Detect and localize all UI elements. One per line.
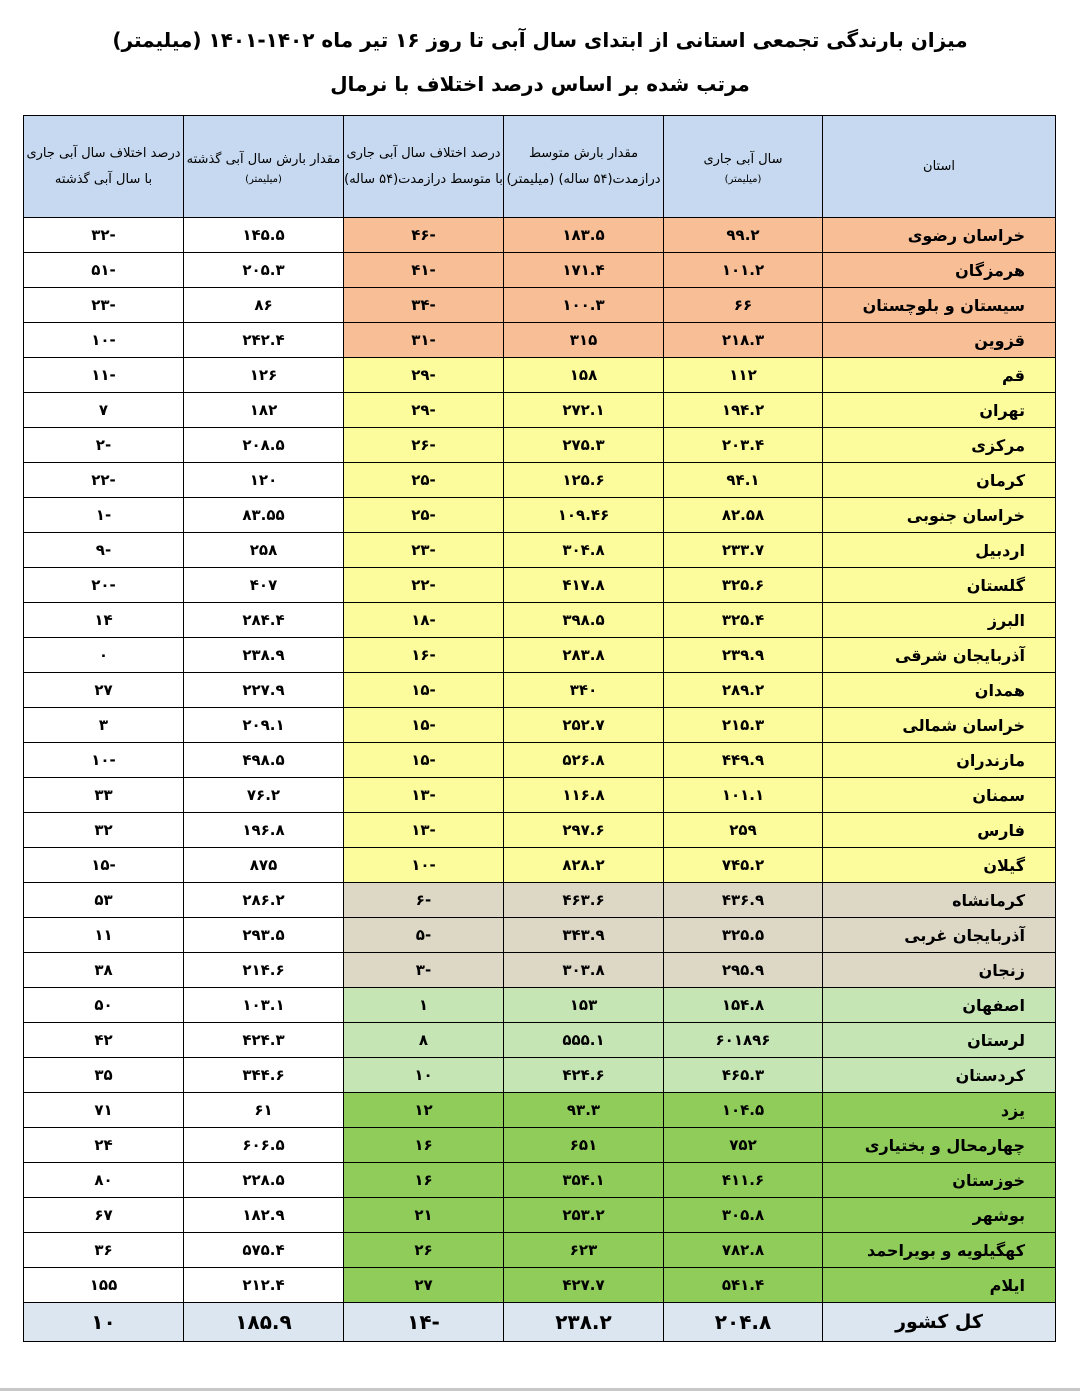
current-year-cell: ۱۹۴.۲	[664, 393, 823, 428]
average-cell: ۱۱۶.۸	[504, 778, 664, 813]
average-cell: ۱۰۰.۳	[504, 288, 664, 323]
current-year-cell: ۱۰۴.۵	[664, 1093, 823, 1128]
total-diff-last-year: ۱۰	[24, 1303, 184, 1342]
current-year-cell: ۳۲۵.۵	[664, 918, 823, 953]
header-last-year-unit: (میلیمتر)	[245, 173, 282, 185]
diff-last-year-cell: ۵۰	[24, 988, 184, 1023]
diff-average-cell: ۲۷	[344, 1268, 504, 1303]
current-year-cell: ۳۲۵.۶	[664, 568, 823, 603]
table-row	[24, 1128, 1056, 1163]
last-year-cell: ۴۹۸.۵	[184, 743, 344, 778]
average-cell: ۲۵۲.۷	[504, 708, 664, 743]
total-diff-average: -۱۴	[344, 1303, 504, 1342]
average-cell: ۵۵۵.۱	[504, 1023, 664, 1058]
header-row	[24, 116, 1056, 218]
current-year-cell: ۱۱۲	[664, 358, 823, 393]
last-year-cell: ۲۸۶.۲	[184, 883, 344, 918]
diff-average-cell: -۴۶	[344, 218, 504, 253]
average-cell: ۸۲۸.۲	[504, 848, 664, 883]
table-row	[24, 673, 1056, 708]
last-year-cell: ۱۰۳.۱	[184, 988, 344, 1023]
average-cell: ۴۲۷.۷	[504, 1268, 664, 1303]
diff-average-cell: -۳۱	[344, 323, 504, 358]
diff-average-cell: -۲۳	[344, 533, 504, 568]
table-row	[24, 708, 1056, 743]
rainfall-table	[23, 115, 1056, 1342]
province-cell: تهران	[823, 393, 1056, 428]
last-year-cell: ۶۱	[184, 1093, 344, 1128]
total-row	[24, 1303, 1056, 1342]
table-row	[24, 1268, 1056, 1303]
table-row	[24, 1023, 1056, 1058]
diff-last-year-cell: ۱۱	[24, 918, 184, 953]
current-year-cell: ۲۳۳.۷	[664, 533, 823, 568]
current-year-cell: ۳۰۵.۸	[664, 1198, 823, 1233]
last-year-cell: ۲۳۸.۹	[184, 638, 344, 673]
average-cell: ۱۲۵.۶	[504, 463, 664, 498]
diff-average-cell: ۸	[344, 1023, 504, 1058]
province-cell: هرمزگان	[823, 253, 1056, 288]
diff-last-year-cell: -۲۰	[24, 568, 184, 603]
diff-last-year-cell: ۰	[24, 638, 184, 673]
current-year-cell: ۴۶۵.۳	[664, 1058, 823, 1093]
current-year-cell: ۳۲۵.۴	[664, 603, 823, 638]
last-year-cell: ۸۷۵	[184, 848, 344, 883]
table-row	[24, 218, 1056, 253]
current-year-cell: ۱۰۱.۲	[664, 253, 823, 288]
table-row	[24, 393, 1056, 428]
table-row	[24, 988, 1056, 1023]
last-year-cell: ۲۲۷.۹	[184, 673, 344, 708]
diff-average-cell: ۲۶	[344, 1233, 504, 1268]
diff-last-year-cell: -۱۰	[24, 743, 184, 778]
table-row	[24, 813, 1056, 848]
table-row	[24, 883, 1056, 918]
diff-average-cell: -۴۱	[344, 253, 504, 288]
current-year-cell: ۶۰۱۸۹۶	[664, 1023, 823, 1058]
diff-last-year-cell: ۳۲	[24, 813, 184, 848]
diff-average-cell: -۲۵	[344, 463, 504, 498]
diff-last-year-cell: ۳۳	[24, 778, 184, 813]
diff-average-cell: -۱۵	[344, 743, 504, 778]
diff-average-cell: ۱	[344, 988, 504, 1023]
last-year-cell: ۱۸۲	[184, 393, 344, 428]
diff-last-year-cell: -۲۳	[24, 288, 184, 323]
table-row	[24, 498, 1056, 533]
average-cell: ۲۷۵.۳	[504, 428, 664, 463]
province-cell: ایلام	[823, 1268, 1056, 1303]
province-cell: کرمان	[823, 463, 1056, 498]
average-cell: ۹۳.۳	[504, 1093, 664, 1128]
total-last-year: ۱۸۵.۹	[184, 1303, 344, 1342]
bottom-divider	[0, 1388, 1080, 1391]
last-year-cell: ۵۷۵.۴	[184, 1233, 344, 1268]
province-cell: خوزستان	[823, 1163, 1056, 1198]
current-year-cell: ۲۵۹	[664, 813, 823, 848]
total-province: کل کشور	[823, 1303, 1056, 1342]
average-cell: ۶۲۳	[504, 1233, 664, 1268]
last-year-cell: ۸۳.۵۵	[184, 498, 344, 533]
diff-last-year-cell: ۱۵۵	[24, 1268, 184, 1303]
average-cell: ۱۷۱.۴	[504, 253, 664, 288]
last-year-cell: ۳۴۴.۶	[184, 1058, 344, 1093]
last-year-cell: ۲۸۴.۴	[184, 603, 344, 638]
diff-average-cell: ۱۶	[344, 1128, 504, 1163]
average-cell: ۳۵۴.۱	[504, 1163, 664, 1198]
current-year-cell: ۴۱۱.۶	[664, 1163, 823, 1198]
last-year-cell: ۲۹۳.۵	[184, 918, 344, 953]
average-cell: ۱۰۹.۴۶	[504, 498, 664, 533]
average-cell: ۴۱۷.۸	[504, 568, 664, 603]
diff-last-year-cell: ۶۷	[24, 1198, 184, 1233]
current-year-cell: ۹۹.۲	[664, 218, 823, 253]
last-year-cell: ۱۴۵.۵	[184, 218, 344, 253]
diff-average-cell: -۳	[344, 953, 504, 988]
current-year-cell: ۲۱۸.۳	[664, 323, 823, 358]
province-cell: فارس	[823, 813, 1056, 848]
current-year-cell: ۱۰۱.۱	[664, 778, 823, 813]
province-cell: کردستان	[823, 1058, 1056, 1093]
province-cell: مازندران	[823, 743, 1056, 778]
diff-average-cell: -۱۳	[344, 813, 504, 848]
average-cell: ۳۰۳.۸	[504, 953, 664, 988]
diff-last-year-cell: ۳۸	[24, 953, 184, 988]
diff-average-cell: ۱۰	[344, 1058, 504, 1093]
current-year-cell: ۶۶	[664, 288, 823, 323]
current-year-cell: ۷۵۲	[664, 1128, 823, 1163]
table-row	[24, 603, 1056, 638]
average-cell: ۵۲۶.۸	[504, 743, 664, 778]
province-cell: زنجان	[823, 953, 1056, 988]
diff-last-year-cell: ۳۶	[24, 1233, 184, 1268]
last-year-cell: ۲۰۵.۳	[184, 253, 344, 288]
table-row	[24, 778, 1056, 813]
average-cell: ۶۵۱	[504, 1128, 664, 1163]
average-cell: ۱۸۳.۵	[504, 218, 664, 253]
table-row	[24, 428, 1056, 463]
province-cell: کرمانشاه	[823, 883, 1056, 918]
diff-last-year-cell: ۲۴	[24, 1128, 184, 1163]
current-year-cell: ۵۴۱.۴	[664, 1268, 823, 1303]
diff-average-cell: -۱۰	[344, 848, 504, 883]
diff-last-year-cell: -۵۱	[24, 253, 184, 288]
diff-average-cell: -۶	[344, 883, 504, 918]
last-year-cell: ۴۲۴.۳	[184, 1023, 344, 1058]
last-year-cell: ۷۶.۲	[184, 778, 344, 813]
diff-last-year-cell: -۲	[24, 428, 184, 463]
diff-last-year-cell: ۱۴	[24, 603, 184, 638]
table-row	[24, 358, 1056, 393]
average-cell: ۳۴۳.۹	[504, 918, 664, 953]
header-current-year: سال آبی جاری (میلیمتر)	[664, 116, 823, 218]
diff-last-year-cell: ۳۵	[24, 1058, 184, 1093]
table-row	[24, 463, 1056, 498]
province-cell: خراسان رضوی	[823, 218, 1056, 253]
diff-average-cell: -۳۴	[344, 288, 504, 323]
diff-last-year-cell: -۱۰	[24, 323, 184, 358]
last-year-cell: ۲۱۲.۴	[184, 1268, 344, 1303]
last-year-cell: ۸۶	[184, 288, 344, 323]
average-cell: ۳۰۴.۸	[504, 533, 664, 568]
province-cell: قزوین	[823, 323, 1056, 358]
table-row	[24, 1163, 1056, 1198]
diff-average-cell: -۱۵	[344, 708, 504, 743]
province-cell: اردبیل	[823, 533, 1056, 568]
last-year-cell: ۱۲۶	[184, 358, 344, 393]
last-year-cell: ۱۹۶.۸	[184, 813, 344, 848]
current-year-cell: ۲۰۳.۴	[664, 428, 823, 463]
current-year-cell: ۹۴.۱	[664, 463, 823, 498]
province-cell: لرستان	[823, 1023, 1056, 1058]
province-cell: یزد	[823, 1093, 1056, 1128]
province-cell: خراسان شمالی	[823, 708, 1056, 743]
diff-average-cell: -۲۶	[344, 428, 504, 463]
diff-average-cell: -۲۲	[344, 568, 504, 603]
last-year-cell: ۲۴۲.۴	[184, 323, 344, 358]
current-year-cell: ۲۸۹.۲	[664, 673, 823, 708]
province-cell: گیلان	[823, 848, 1056, 883]
average-cell: ۲۹۷.۶	[504, 813, 664, 848]
average-cell: ۱۵۳	[504, 988, 664, 1023]
diff-last-year-cell: -۱۵	[24, 848, 184, 883]
diff-average-cell: -۱۵	[344, 673, 504, 708]
province-cell: قم	[823, 358, 1056, 393]
header-last-year: مقدار بارش سال آبی گذشته (میلیمتر)	[184, 116, 344, 218]
diff-average-cell: -۲۹	[344, 393, 504, 428]
province-cell: مرکزی	[823, 428, 1056, 463]
diff-last-year-cell: -۱۱	[24, 358, 184, 393]
diff-last-year-cell: ۷	[24, 393, 184, 428]
current-year-cell: ۴۴۹.۹	[664, 743, 823, 778]
province-cell: چهارمحال و بختیاری	[823, 1128, 1056, 1163]
last-year-cell: ۲۵۸	[184, 533, 344, 568]
total-average: ۲۳۸.۲	[504, 1303, 664, 1342]
diff-last-year-cell: ۸۰	[24, 1163, 184, 1198]
diff-last-year-cell: ۴۲	[24, 1023, 184, 1058]
province-cell: اصفهان	[823, 988, 1056, 1023]
province-cell: همدان	[823, 673, 1056, 708]
average-cell: ۱۵۸	[504, 358, 664, 393]
last-year-cell: ۲۱۴.۶	[184, 953, 344, 988]
table-row	[24, 1233, 1056, 1268]
table-row	[24, 253, 1056, 288]
province-cell: آذربایجان شرقی	[823, 638, 1056, 673]
header-diff-average: درصد اختلاف سال آبی جاری با متوسط درازمدت(۵۴ ساله)	[344, 116, 504, 218]
table-row	[24, 848, 1056, 883]
province-cell: البرز	[823, 603, 1056, 638]
current-year-cell: ۱۵۴.۸	[664, 988, 823, 1023]
province-cell: کهگیلویه و بویراحمد	[823, 1233, 1056, 1268]
last-year-cell: ۲۲۸.۵	[184, 1163, 344, 1198]
header-current-unit: (میلیمتر)	[724, 173, 762, 185]
average-cell: ۳۱۵	[504, 323, 664, 358]
diff-average-cell: -۱۶	[344, 638, 504, 673]
current-year-cell: ۲۳۹.۹	[664, 638, 823, 673]
diff-last-year-cell: ۲۷	[24, 673, 184, 708]
province-cell: آذربایجان غربی	[823, 918, 1056, 953]
average-cell: ۲۸۳.۸	[504, 638, 664, 673]
province-cell: خراسان جنوبی	[823, 498, 1056, 533]
current-year-cell: ۸۲.۵۸	[664, 498, 823, 533]
last-year-cell: ۱۲۰	[184, 463, 344, 498]
current-year-cell: ۲۱۵.۳	[664, 708, 823, 743]
last-year-cell: ۴۰۷	[184, 568, 344, 603]
diff-average-cell: -۱۸	[344, 603, 504, 638]
average-cell: ۲۵۳.۲	[504, 1198, 664, 1233]
last-year-cell: ۱۸۲.۹	[184, 1198, 344, 1233]
table-row	[24, 568, 1056, 603]
table-row	[24, 953, 1056, 988]
current-year-cell: ۲۹۵.۹	[664, 953, 823, 988]
average-cell: ۴۶۳.۶	[504, 883, 664, 918]
diff-average-cell: -۵	[344, 918, 504, 953]
diff-average-cell: ۱۲	[344, 1093, 504, 1128]
diff-last-year-cell: ۵۳	[24, 883, 184, 918]
table-row	[24, 533, 1056, 568]
header-diff-last-year: درصد اختلاف سال آبی جاری با سال آبی گذشته	[24, 116, 184, 218]
province-cell: سمنان	[823, 778, 1056, 813]
header-average: مقدار بارش متوسط درازمدت(۵۴ ساله) (میلیمتر)	[504, 116, 664, 218]
diff-average-cell: ۱۶	[344, 1163, 504, 1198]
table-row	[24, 288, 1056, 323]
diff-average-cell: -۲۹	[344, 358, 504, 393]
diff-last-year-cell: ۳	[24, 708, 184, 743]
current-year-cell: ۴۳۶.۹	[664, 883, 823, 918]
current-year-cell: ۷۸۲.۸	[664, 1233, 823, 1268]
table-row	[24, 743, 1056, 778]
average-cell: ۳۹۸.۵	[504, 603, 664, 638]
average-cell: ۲۷۲.۱	[504, 393, 664, 428]
table-row	[24, 1093, 1056, 1128]
last-year-cell: ۶۰۶.۵	[184, 1128, 344, 1163]
diff-last-year-cell: -۲۲	[24, 463, 184, 498]
header-province: استان	[823, 116, 1056, 218]
table-title: میزان بارندگی تجمعی استانی از ابتدای سال آبی تا روز ۱۶ تیر ماه ۱۴۰۲-۱۴۰۱ (میلیمتر)	[112, 28, 968, 52]
average-cell: ۳۴۰	[504, 673, 664, 708]
table-row	[24, 1198, 1056, 1233]
table-row	[24, 918, 1056, 953]
province-cell: بوشهر	[823, 1198, 1056, 1233]
diff-average-cell: ۲۱	[344, 1198, 504, 1233]
total-current: ۲۰۴.۸	[664, 1303, 823, 1342]
diff-last-year-cell: -۳۲	[24, 218, 184, 253]
table-row	[24, 1058, 1056, 1093]
diff-average-cell: -۱۳	[344, 778, 504, 813]
province-cell: گلستان	[823, 568, 1056, 603]
diff-last-year-cell: -۱	[24, 498, 184, 533]
current-year-cell: ۷۴۵.۲	[664, 848, 823, 883]
table-row	[24, 638, 1056, 673]
average-cell: ۴۲۴.۶	[504, 1058, 664, 1093]
last-year-cell: ۲۰۹.۱	[184, 708, 344, 743]
diff-last-year-cell: -۹	[24, 533, 184, 568]
diff-average-cell: -۲۵	[344, 498, 504, 533]
table-subtitle: مرتب شده بر اساس درصد اختلاف با نرمال	[330, 72, 750, 96]
table-row	[24, 323, 1056, 358]
last-year-cell: ۲۰۸.۵	[184, 428, 344, 463]
province-cell: سیستان و بلوچستان	[823, 288, 1056, 323]
diff-last-year-cell: ۷۱	[24, 1093, 184, 1128]
